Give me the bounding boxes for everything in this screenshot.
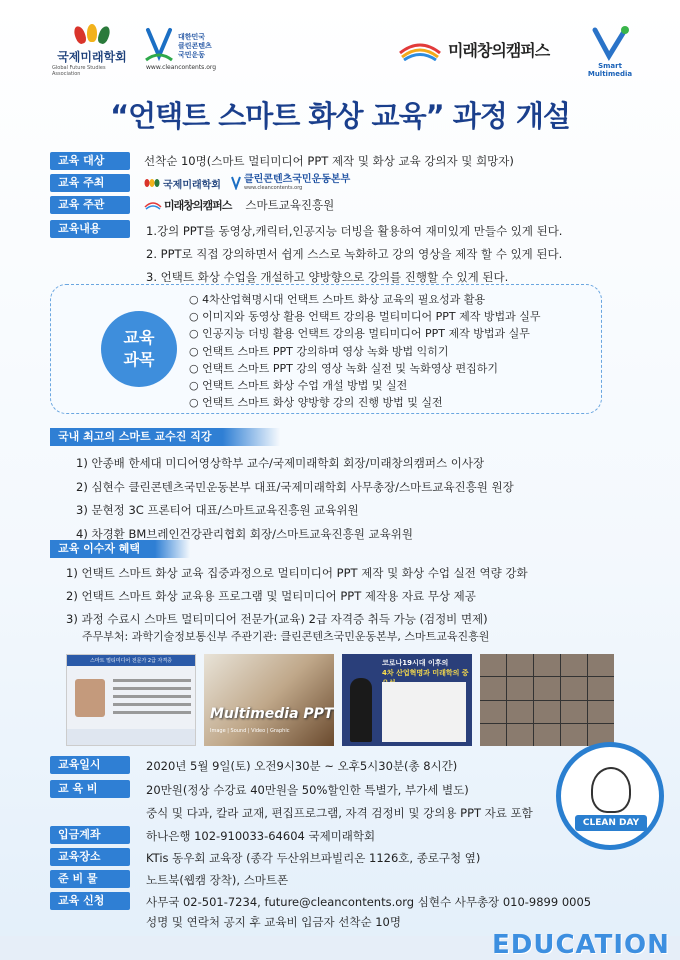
iffs-subtitle: Global Future Studies Association [52,65,106,77]
photo-strip [66,654,614,746]
smart-multimedia-logo [580,24,640,78]
smart-logo-text: Smart Multimedia [587,62,633,78]
multimedia-ppt-title: Multimedia PPT [210,706,334,722]
host-logos [144,175,350,191]
course-item: ○ 언택트 스마트 화상 수업 개설 방법 및 실전 [189,377,540,394]
professor-item: 3) 문현정 3C 프론티어 대표/스마트교육진흥원 교육위원 [76,503,359,517]
sponsor-line: 주무부처: 과학기술정보통신부 주관기관: 클린콘텐츠국민운동본부, 스마트교육진흥원 [82,630,490,643]
page-title: “언택트 스마트 화상 교육” 과정 개설 [110,99,570,133]
benefit-item: 2) 언택트 스마트 화상 교육용 프로그램 및 멀티미디어 PPT 제작용 자료 무상 제공 [66,589,476,603]
detail-label: 교 육 비 [50,780,130,798]
professor-item: 2) 심현수 클린콘텐츠국민운동본부 대표/국제미래학회 사무총장/스마트교육진흥원 원장 [76,479,514,494]
detail-value: 20만원(정상 수강료 40만원을 50%할인한 특별가, 부가세 별도) [146,783,469,797]
detail-row-place [50,848,130,866]
info-label: 교육내용 [50,220,130,238]
professor-item: 4) 차경환 BM브레인건강관리협회 회장/스마트교육진흥원 교육위원 [76,526,413,541]
info-row-host [50,174,350,192]
course-item: ○ 언택트 스마트 PPT 강의하며 영상 녹화 방법 익히기 [189,343,540,360]
info-label: 교육 주관 [50,196,130,214]
host-logo-iffs: 국제미래학회 [144,176,221,191]
lecture-slide [382,682,466,742]
bear-mascot-icon [591,767,631,813]
multimedia-ppt-subtitle: Image | Sound | Video | Graphic [210,728,290,734]
info-row-organizer [50,196,334,214]
course-item: ○ 4차산업혁명시대 언택트 스마트 화상 교육의 필요성과 활용 [189,291,540,308]
detail-row-fee [50,780,130,798]
portrait-image [75,679,105,717]
logo-row [0,24,680,80]
content-list [146,220,562,289]
info-row-target [50,152,514,170]
iffs-logo [52,24,132,77]
info-row-content [50,220,130,238]
certificate-footer [67,729,195,745]
detail-value: KTis 동우회 교육장 (종각 두산위브파빌리온 1126호, 종로구청 옆) [146,851,481,865]
detail-value: 하나은행 102-910033-64604 국제미래학회 [146,829,376,843]
clean-emblem-icon [144,26,174,66]
certificate-photo [66,654,196,746]
content-item: 2. PPT로 직접 강의하면서 쉽게 스스로 녹화하고 강의 영상을 제작 할 수 있게 된다. [146,247,563,261]
course-item: ○ 언택트 스마트 PPT 강의 영상 녹화 실전 및 녹화영상 편집하기 [189,360,540,377]
lecture-title: 코로나19시대 이후의 [382,659,449,667]
info-label: 교육 대상 [50,152,130,170]
detail-label: 교육 신청 [50,892,130,910]
info-value: 선착순 10명(스마트 멀티미디어 PPT 제작 및 화상 교육 강의자 및 희망자) [144,154,514,168]
clean-day-badge [556,742,664,850]
host-logo-clean: 클린콘텐츠국민운동본부 www.cleancontents.org [231,175,350,191]
course-item: ○ 이미지와 동영상 활용 언택트 강의용 멀티미디어 PPT 제작 방법과 실무 [189,308,540,325]
benefit-item: 3) 과정 수료시 스마트 멀티미디어 전문가(교육) 2급 자격증 취득 가능 (검정비 면제) [66,612,488,626]
multimedia-ppt-photo [204,654,334,746]
detail-value: 사무국 02-501-7234, future@cleancontents.org 심현수 사무총장 010-9899 0005 [146,895,592,909]
iffs-emblem-icon [144,178,160,188]
detail-label: 입금계좌 [50,826,130,844]
detail-value: 노트북(웹캠 장착), 스마트폰 [146,873,289,887]
detail-row-account [50,826,130,844]
smart-emblem-icon [589,24,631,62]
detail-label: 준 비 물 [50,870,130,888]
content-item: 3. 언택트 화상 수업을 개설하고 양방향으로 강의를 진행할 수 있게 된다. [146,270,509,284]
detail-label: 교육일시 [50,756,130,774]
mirae-emblem-icon [144,200,162,210]
clean-logo-text: 대한민국 클린콘텐츠 국민운동 [178,32,212,59]
lecture-subtitle: 4차 산업혁명과 미래학의 중 [382,669,469,677]
organizer-logo-mirae: 미래창의캠퍼스 [144,197,231,213]
video-conference-photo [480,654,614,746]
education-word: EDUCATION [492,930,670,960]
course-box [50,284,602,414]
course-item: ○ 언택트 스마트 화상 양방향 강의 진행 방법 및 실전 [189,394,540,411]
course-badge: 교육 과목 [101,311,177,387]
detail-row-supplies [50,870,130,888]
certificate-title: 스마트 멀티미디어 전문가 2급 자격증 [67,655,195,666]
professors-heading: 국내 최고의 스마트 교수진 직강 [50,428,280,446]
detail-row-apply [50,892,130,910]
certificate-text-lines [113,679,191,719]
iffs-name: 국제미래학회 [57,50,127,64]
course-list [189,291,540,411]
detail-value-extra: 성명 및 연락처 공지 후 교육비 입금자 선착순 10명 [146,915,401,929]
mirae-logo [398,38,549,61]
benefit-item: 1) 언택트 스마트 화상 교육 집중과정으로 멀티미디어 PPT 제작 및 화상 수업 실전 역량 강화 [66,566,528,580]
info-value: 스마트교육진흥원 [245,198,335,212]
clean-day-label: CLEAN DAY [575,815,647,831]
info-label: 교육 주최 [50,174,130,192]
clean-emblem-icon [231,176,241,190]
content-item: 1.강의 PPT를 동영상,캐릭터,인공지능 더빙을 활용하여 재미있게 만들수 있게 된다. [146,224,563,238]
lecturer-figure [350,678,372,742]
mirae-emblem-icon [398,39,442,61]
professor-item: 1) 안종배 한세대 미디어영상학부 교수/국제미래학회 회장/미래창의캠퍼스 이사장 [76,456,485,470]
benefits-heading: 교육 이수자 혜택 [50,540,190,558]
detail-row-date [50,756,130,774]
course-item: ○ 인공지능 더빙 활용 언택트 강의용 멀티미디어 PPT 제작 방법과 실무 [189,325,540,342]
detail-label: 교육장소 [50,848,130,866]
clean-logo [144,26,217,71]
detail-value: 2020년 5월 9일(토) 오전9시30분 ~ 오후5시30분(총 8시간) [146,759,458,773]
clean-logo-url: www.cleancontents.org [146,64,217,71]
detail-value-extra: 중식 및 다과, 칼라 교재, 편집프로그램, 자격 검정비 및 강의용 PPT 자료 포함 [146,806,533,820]
mirae-logo-text: 미래창의캠퍼스 [448,41,550,60]
professor-list [76,452,514,546]
organizer-logos [144,197,334,213]
iffs-emblem-icon [75,24,109,46]
benefit-list [66,562,528,631]
lecture-photo [342,654,472,746]
